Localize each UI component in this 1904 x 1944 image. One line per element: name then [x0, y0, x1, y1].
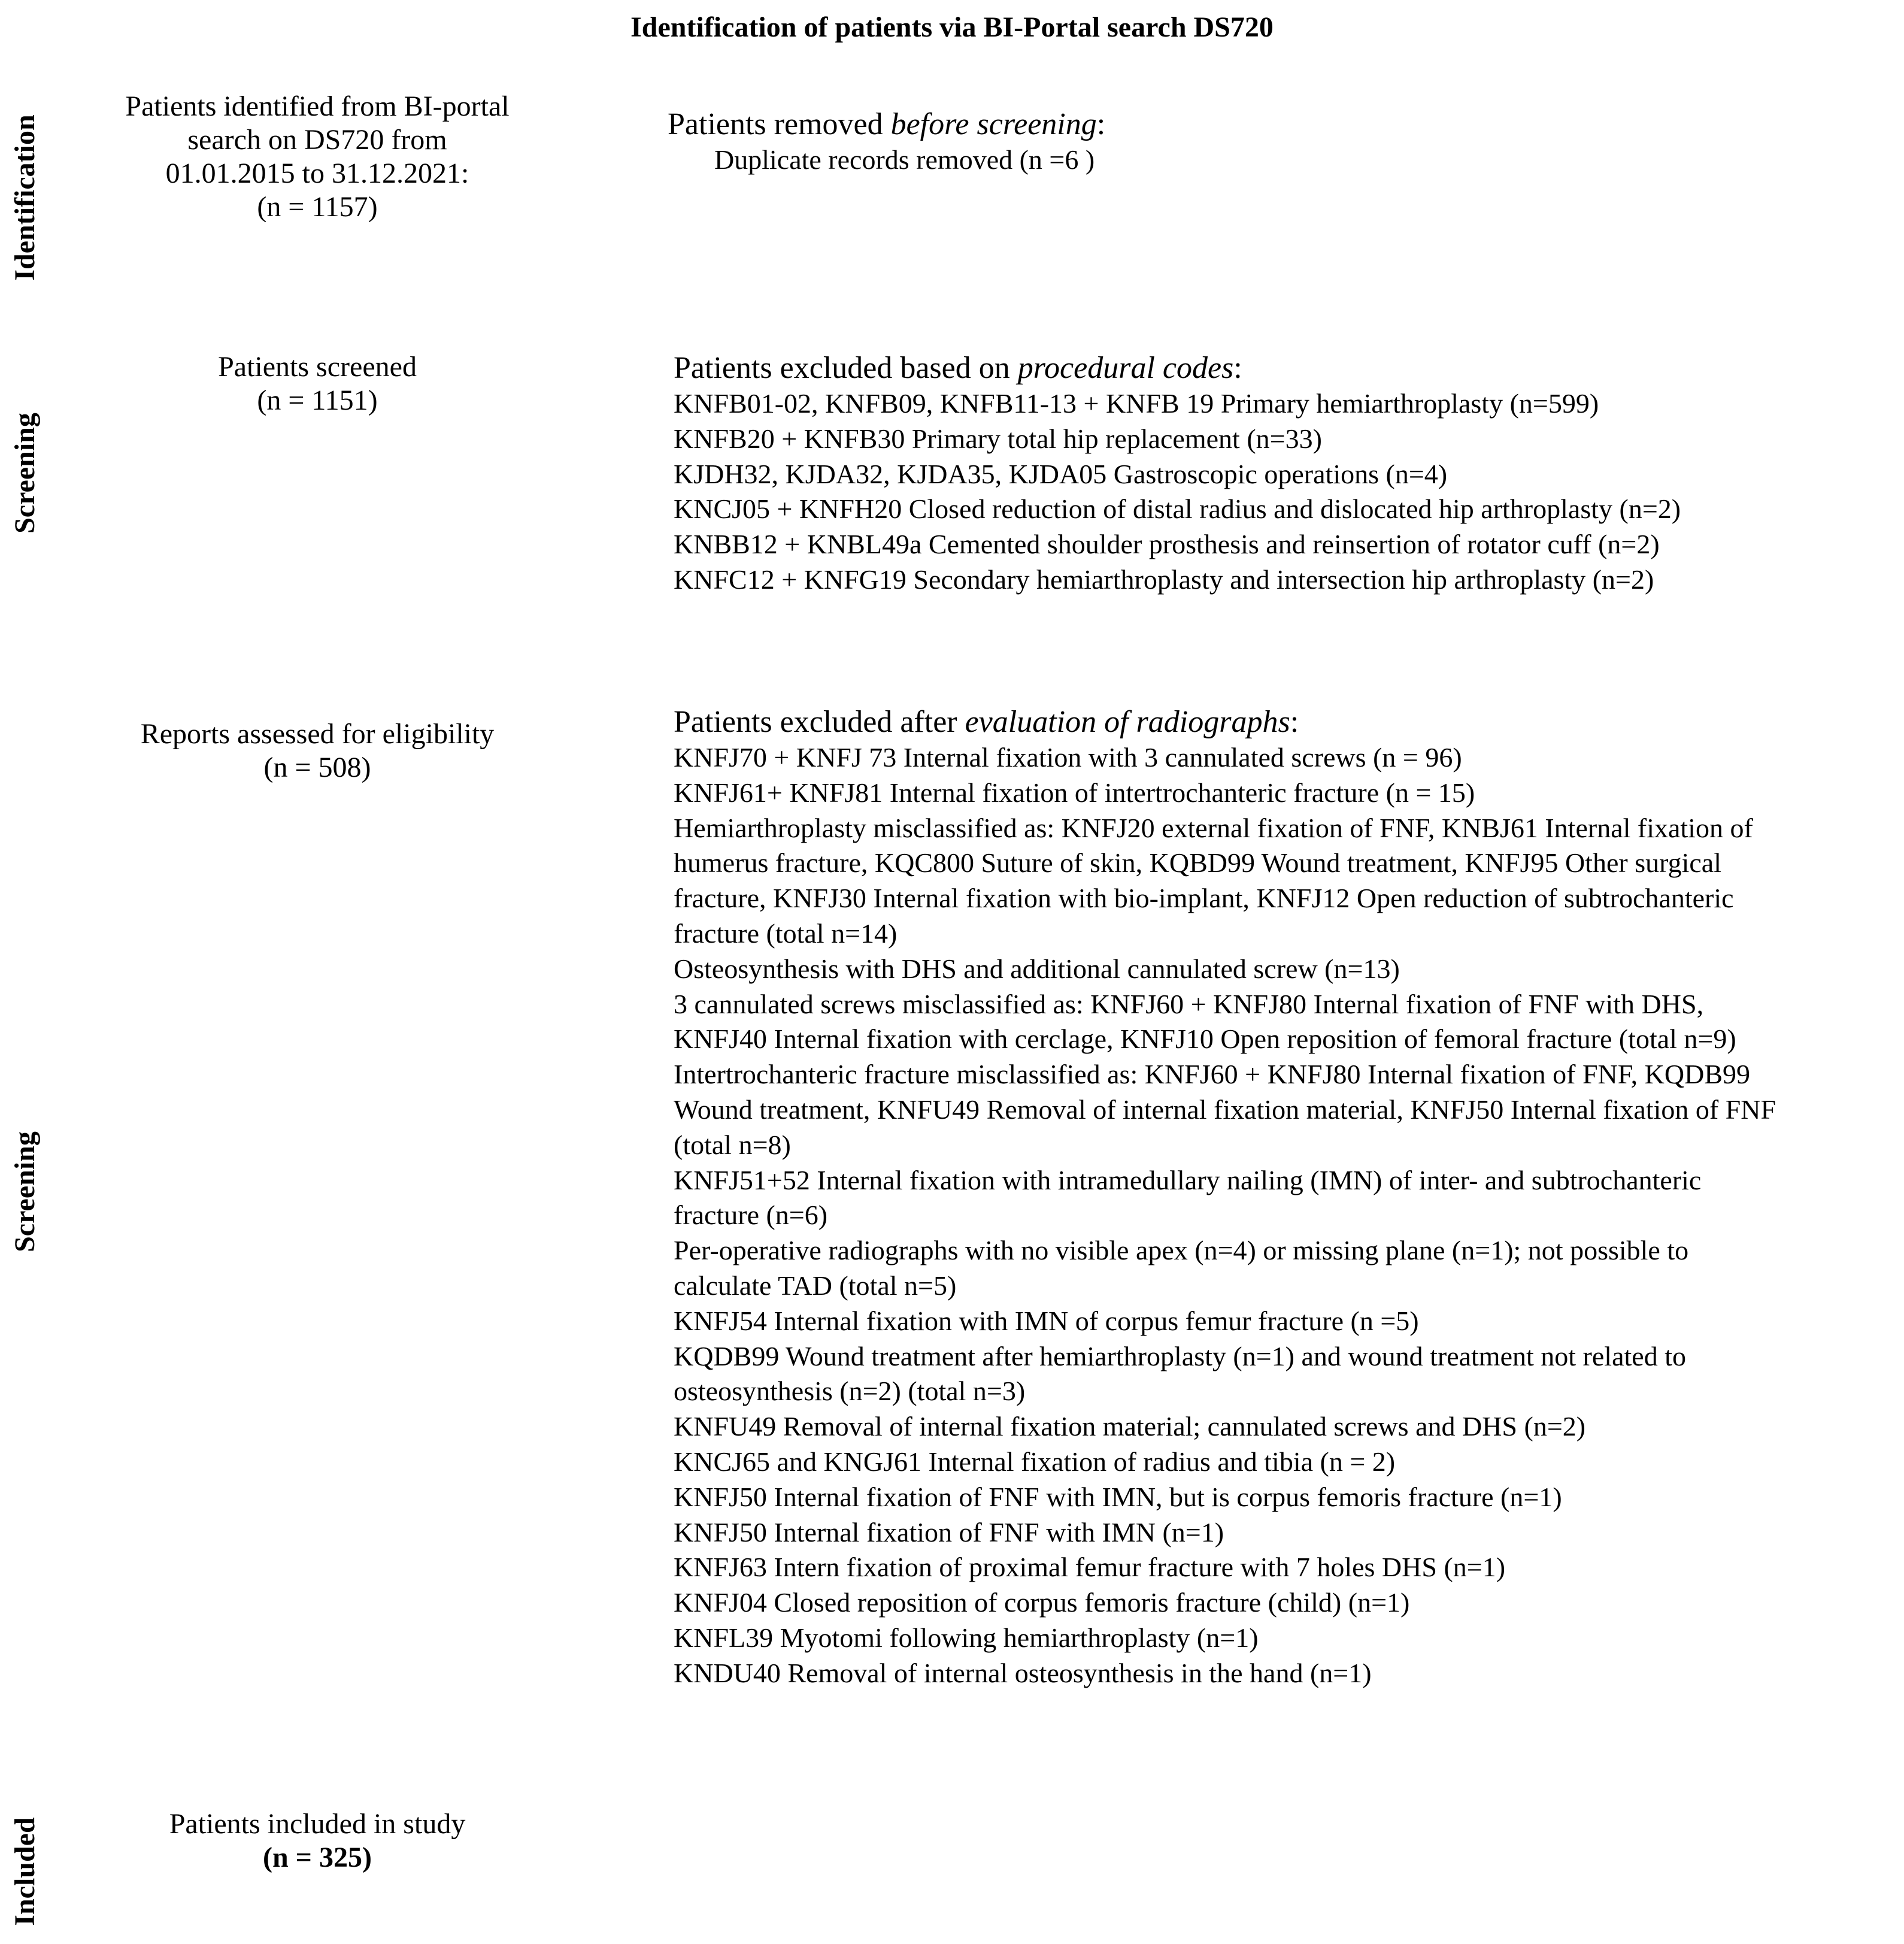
excluded-radiographs-line: KNFJ70 + KNFJ 73 Internal fixation with 3 cannulated screws (n = 96) [674, 742, 1462, 773]
included-count: (n = 325) [262, 1842, 372, 1873]
excluded-radiographs-line: KNFJ63 Intern fixation of proximal femur fracture with 7 holes DHS (n=1) [674, 1552, 1506, 1583]
excluded-radiographs-line: KNFJ61+ KNFJ81 Internal fixation of intertrochanteric fracture (n = 15) [674, 777, 1475, 808]
assessed-count: (n = 508) [263, 752, 371, 783]
excluded-radiographs-line: KNDU40 Removal of internal osteosynthesis in the hand (n=1) [674, 1657, 1372, 1688]
removed-box [668, 107, 1889, 177]
included-label: Patients included in study [169, 1808, 466, 1840]
assessed-label: Reports assessed for eligibility [140, 718, 495, 750]
excluded-radiographs-line: KNFJ51+52 Internal fixation with intramedullary nailing (IMN) of inter- and subtrochanteric [674, 1164, 1702, 1195]
excluded-radiographs-line: KNFJ54 Internal fixation with IMN of corpus femur fracture (n =5) [674, 1305, 1419, 1336]
excluded-radiographs-line: fracture (n=6) [674, 1200, 828, 1231]
removed-item: Duplicate records removed (n =6 ) [714, 144, 1095, 175]
excluded-radiographs-line: KNFL39 Myotomi following hemiarthroplasty (n=1) [674, 1622, 1259, 1653]
excluded-procedural-heading: Patients excluded based on procedural codes: [674, 351, 1242, 385]
excluded-procedural-box [674, 350, 1895, 598]
identified-box [84, 90, 551, 224]
excluded-radiographs-line: Intertrochanteric fracture misclassified as: KNFJ60 + KNFJ80 Internal fixation of FNF, KQDB99 [674, 1059, 1750, 1090]
identified-count: (n = 1157) [257, 191, 378, 223]
removed-heading: Patients removed before screening: [668, 107, 1106, 141]
excluded-procedural-item: KNBB12 + KNBL49a Cemented shoulder prosthesis and reinsertion of rotator cuff (n=2) [674, 529, 1660, 560]
excluded-radiographs-line: KQDB99 Wound treatment after hemiarthroplasty (n=1) and wound treatment not related to [674, 1340, 1686, 1371]
excluded-radiographs-line: KNFU49 Removal of internal fixation material; cannulated screws and DHS (n=2) [674, 1411, 1586, 1442]
excluded-radiographs-line: KNFJ04 Closed reposition of corpus femoris fracture (child) (n=1) [674, 1587, 1410, 1618]
excluded-radiographs-line: KNCJ65 and KNGJ61 Internal fixation of radius and tibia (n = 2) [674, 1446, 1396, 1477]
excluded-radiographs-line: Osteosynthesis with DHS and additional cannulated screw (n=13) [674, 953, 1400, 984]
excluded-radiographs-line: fracture (total n=14) [674, 918, 898, 949]
excluded-radiographs-box [674, 704, 1895, 1691]
identified-line: Patients identified from BI-portal [125, 90, 510, 122]
excluded-procedural-item: KJDH32, KJDA32, KJDA35, KJDA05 Gastroscopic operations (n=4) [674, 458, 1448, 489]
excluded-radiographs-line: Hemiarthroplasty misclassified as: KNFJ20 external fixation of FNF, KNBJ61 Internal fixation of [674, 812, 1753, 843]
excluded-radiographs-line: (total n=8) [674, 1129, 791, 1160]
identified-line: search on DS720 from [187, 124, 447, 156]
excluded-procedural-item: KNCJ05 + KNFH20 Closed reduction of distal radius and dislocated hip arthroplasty (n=2) [674, 493, 1681, 525]
screened-count: (n = 1151) [257, 384, 378, 416]
excluded-radiographs-list [674, 740, 1895, 1691]
excluded-radiographs-heading: Patients excluded after evaluation of radiographs: [674, 705, 1299, 739]
excluded-radiographs-line: calculate TAD (total n=5) [674, 1270, 957, 1301]
excluded-procedural-item: KNFC12 + KNFG19 Secondary hemiarthroplasty and intersection hip arthroplasty (n=2) [674, 564, 1654, 595]
excluded-procedural-item: KNFB20 + KNFB30 Primary total hip replacement (n=33) [674, 423, 1322, 454]
excluded-radiographs-line: fracture, KNFJ30 Internal fixation with bio-implant, KNFJ12 Open reduction of subtrochanteric [674, 883, 1734, 914]
excluded-radiographs-line: humerus fracture, KQC800 Suture of skin, KQBD99 Wound treatment, KNFJ95 Other surgical [674, 847, 1721, 879]
excluded-radiographs-line: Wound treatment, KNFU49 Removal of internal fixation material, KNFJ50 Internal fixation of FNF [674, 1094, 1776, 1125]
excluded-procedural-item: KNFB01-02, KNFB09, KNFB11-13 + KNFB 19 Primary hemiarthroplasty (n=599) [674, 388, 1599, 419]
screened-label: Patients screened [218, 351, 417, 383]
screened-box [84, 350, 551, 417]
included-box [84, 1807, 551, 1875]
diagram-title: Identification of patients via BI-Portal search DS720 [630, 11, 1274, 43]
assessed-box [84, 717, 551, 785]
identified-line: 01.01.2015 to 31.12.2021: [165, 158, 469, 189]
excluded-radiographs-line: 3 cannulated screws misclassified as: KNFJ60 + KNFJ80 Internal fixation of FNF with DHS, [674, 988, 1704, 1019]
excluded-radiographs-line: KNFJ50 Internal fixation of FNF with IMN (n=1) [674, 1516, 1224, 1548]
excluded-radiographs-line: Per-operative radiographs with no visible apex (n=4) or missing plane (n=1); not possible to [674, 1235, 1689, 1266]
excluded-radiographs-line: osteosynthesis (n=2) (total n=3) [674, 1376, 1026, 1407]
excluded-radiographs-line: KNFJ50 Internal fixation of FNF with IMN, but is corpus femoris fracture (n=1) [674, 1481, 1562, 1512]
excluded-radiographs-line: KNFJ40 Internal fixation with cerclage, KNFJ10 Open reposition of femoral fracture (total n=9) [674, 1024, 1736, 1055]
